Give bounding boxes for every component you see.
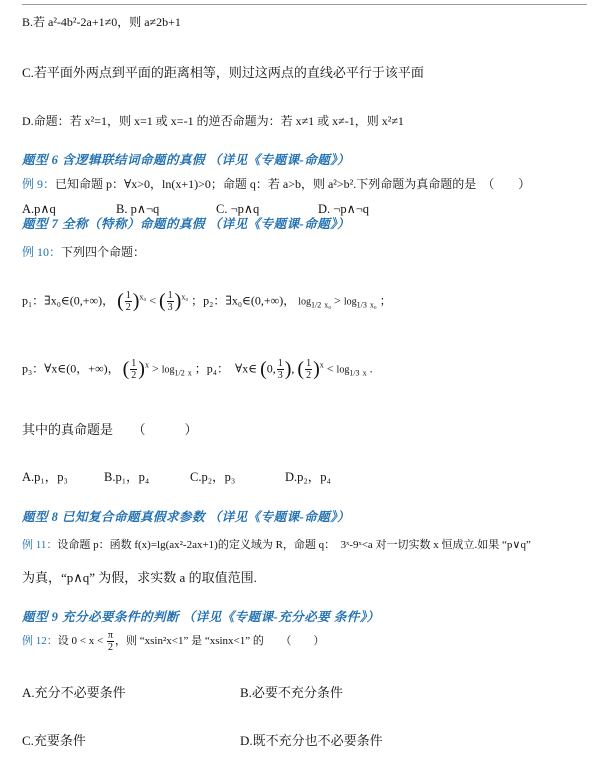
ex12-option-c: C.充要条件 xyxy=(22,733,86,748)
p2-tail: ； xyxy=(379,293,392,308)
propositions-p3-p4: p₃：∀x∈(0，+∞)， ( $\frac{1}{2}$ )$^x > \log_{1/2} _x$ ；p₄： ∀x∈ (0, $\frac{1}{3}$ ), ( $\frac{1}{2}$ )$^x < \log_{1/3} _x$ . xyxy=(22,358,373,381)
example-9 xyxy=(22,175,530,192)
p4-prefix: ；p₄： ∀x∈ xyxy=(194,361,258,376)
ex9-option-d: D. ¬p∧¬q xyxy=(318,202,370,216)
example-9-label: 例 9： xyxy=(22,177,56,191)
fraction-one-half-p3: $\frac{1}{2}$ xyxy=(131,358,137,381)
example-9-text: 已知命题 p：∀x>0，ln(x+1)>0；命题 q：若 a>b，则 a²>b².下列命题为真命题的是 （ ） xyxy=(55,177,531,191)
example-11-label: 例 11： xyxy=(22,539,58,551)
option-b-statement: B.若 a²-4b²-2a+1≠0，则 a≠2b+1 xyxy=(22,15,181,29)
option-c-statement: C.若平面外两点到平面的距离相等，则过这两点的直线必平行于该平面 xyxy=(22,65,424,80)
example-10-text: 下列四个命题： xyxy=(61,245,146,259)
ex9-option-a: A.p∧q xyxy=(22,202,56,216)
ex10-option-c: C.p₂，p₃ xyxy=(190,470,236,484)
ex10-option-a: A.p₁，p₃ xyxy=(22,470,68,484)
example-12-label: 例 12： xyxy=(22,635,58,648)
example-10-question: 其中的真命题是 （ ） xyxy=(22,422,198,437)
ex12-option-a: A.充分不必要条件 xyxy=(22,685,126,700)
example-12: 例 12：设 0 < x < $\frac{\pi}{2}$ ，则 “xsin²x<1” 是 “xsinx<1” 的 （ ） xyxy=(22,630,325,653)
example-11 xyxy=(22,536,531,552)
ex9-option-b: B. p∧¬q xyxy=(116,202,160,216)
fraction-one-half: $\frac{1}{2}$ xyxy=(125,290,131,313)
fraction-one-third: $\frac{1}{3}$ xyxy=(167,290,173,313)
ex10-option-b: B.p₁，p₄ xyxy=(104,470,150,484)
propositions-p1-p2: p₁：∃x₀∈(0,+∞)， ( $\frac{1}{2}$ )$^{x_0}$ < ( $\frac{1}{3}$ )$^{x_0}$ ；p₂：∃x₀∈(0,+∞)， $\log_{1/2} _{x_0} > \log_{1/3} _{x_0}$ ； xyxy=(22,290,392,313)
p3-prefix: p₃：∀x∈(0，+∞)， xyxy=(22,361,120,376)
p1-prefix: p₁：∃x₀∈(0,+∞)， xyxy=(22,293,115,308)
ex12-option-b: B.必要不充分条件 xyxy=(240,685,343,700)
example-11-text: 设命题 p：函数 f(x)=lg(ax²-2ax+1)的定义域为 R，命题 q： 3ˣ-9ˣ<a 对一切实数 x 恒成立.如果 “p∨q” xyxy=(57,539,531,551)
heading-type-9: 题型 9 充分必要条件的判断 （详见《专题课-充分必要 条件》） xyxy=(22,610,380,624)
example-10-label: 例 10： xyxy=(22,245,62,259)
fraction-one-third-p4: $\frac{1}{3}$ xyxy=(277,358,283,381)
fraction-pi-over-2: $\frac{\pi}{2}$ xyxy=(107,630,113,653)
heading-type-8: 题型 8 已知复合命题真假求参数 （详见《专题课-命题》） xyxy=(22,510,351,524)
p2-prefix: ；p₂：∃x₀∈(0,+∞)， xyxy=(191,293,296,308)
ex12-option-d: D.既不充分也不必要条件 xyxy=(240,733,383,748)
heading-type-7: 题型 7 全称（特称）命题的真假 （详见《专题课-命题》） xyxy=(22,217,351,231)
option-d-statement: D.命题：若 x²=1，则 x=1 或 x=-1 的逆否命题为：若 x≠1 或 x≠-1，则 x²≠1 xyxy=(22,114,404,128)
top-rule xyxy=(22,4,587,5)
ex10-option-d: D.p₂，p₄ xyxy=(285,470,331,484)
p4-tail: . xyxy=(369,361,373,376)
p3-relation: > xyxy=(151,361,159,376)
fraction-one-half-p4: $\frac{1}{2}$ xyxy=(306,358,312,381)
example-11-continued: 为真，“p∧q” 为假，求实数 a 的取值范围. xyxy=(22,570,257,585)
ex9-option-c: C. ¬p∧q xyxy=(216,202,260,216)
p1-relation: < xyxy=(149,293,156,308)
example-10 xyxy=(22,243,145,260)
heading-type-6: 题型 6 含逻辑联结词命题的真假 （详见《专题课-命题》） xyxy=(22,153,351,167)
